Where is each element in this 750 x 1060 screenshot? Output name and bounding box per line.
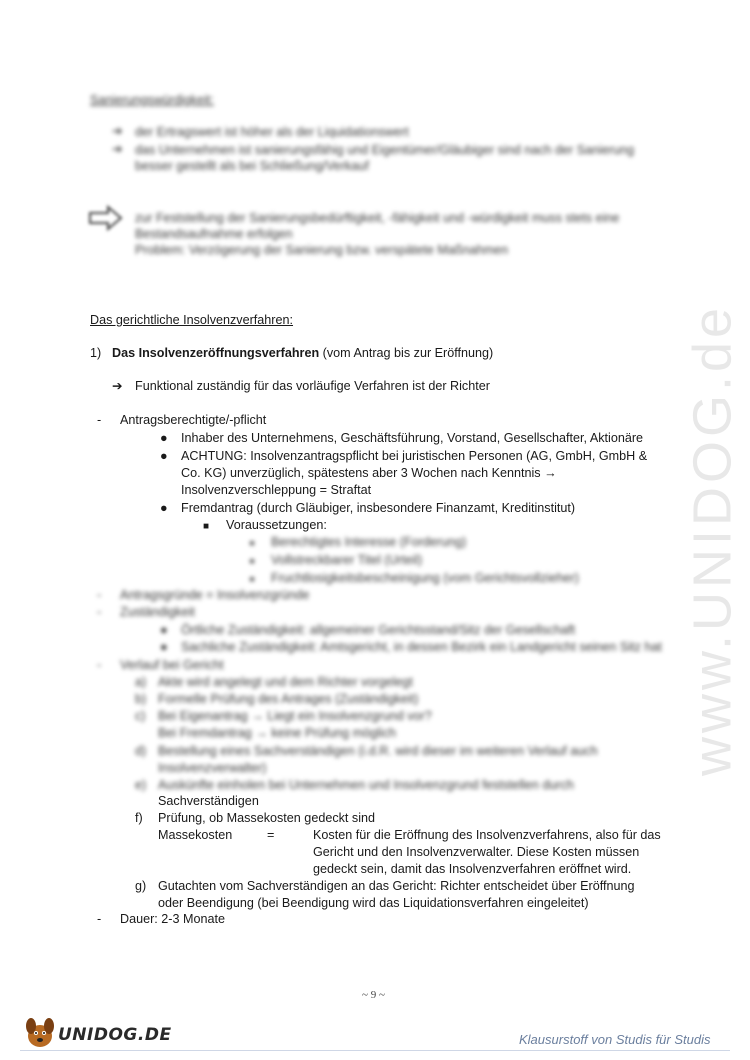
footer-tagline: Klausurstoff von Studis für Studis bbox=[519, 1032, 711, 1047]
dash-marker: - bbox=[97, 413, 102, 427]
logo-text: UNIDOG.DE bbox=[58, 1025, 172, 1045]
blurred-bullet-2-cont: besser gestellt als bei Schließung/Verkauf bbox=[135, 159, 369, 173]
antrag-bullet-2-line-1: ACHTUNG: Insolvenzantragspflicht bei juristischen Personen (AG, GmbH, GmbH & bbox=[181, 449, 648, 463]
dash-marker: - bbox=[97, 658, 102, 672]
blurred-zust-2: Sachliche Zuständigkeit: Amtsgericht, in dessen Bezirk ein Landgericht seinen Sitz hat bbox=[181, 640, 662, 654]
blurred-verlauf-c1: Bei Eigenantrag → Liegt ein Insolvenzgrund vor? bbox=[158, 709, 432, 723]
blurred-verlauf-b: Formelle Prüfung des Antrages (Zuständigkeit) bbox=[158, 692, 419, 706]
antrag-bullet-1: Inhaber des Unternehmens, Geschäftsführung, Vorstand, Gesellschafter, Aktionäre bbox=[181, 431, 644, 445]
blurred-verlauf-a: Akte wird angelegt und dem Richter vorgelegt bbox=[158, 675, 413, 689]
verlauf-f-text: Prüfung, ob Massekosten gedeckt sind bbox=[158, 811, 376, 825]
blurred-verlauf-e1: Auskünfte einholen bei Unternehmen und Insolvenzgrund feststellen durch bbox=[158, 778, 574, 792]
verlauf-label-g: g) bbox=[135, 879, 147, 893]
arrow-bullet-icon: ➔ bbox=[112, 142, 123, 156]
verlauf-label-b: b) bbox=[135, 692, 147, 706]
blurred-heading: Sanierungswürdigkeit: bbox=[90, 93, 214, 107]
verlauf-label-d: d) bbox=[135, 744, 147, 758]
verlauf-label-c: c) bbox=[135, 709, 146, 723]
verlauf-label-f: f) bbox=[135, 811, 143, 825]
bullet-dot: ● bbox=[249, 574, 256, 585]
massekosten-term: Massekosten bbox=[158, 828, 233, 842]
watermark bbox=[668, 303, 750, 777]
blurred-bullet-1: der Ertragswert ist höher als der Liquidationswert bbox=[135, 125, 409, 139]
antrag-bullet-2-line-2: Co. KG) unverzüglich, spätestens aber 3 Wochen nach Kenntnis → bbox=[181, 466, 557, 480]
item-subtitle: (vom Antrag bis zur Eröffnung) bbox=[319, 346, 494, 360]
item-title: Das Insolvenzeröffnungsverfahren bbox=[112, 346, 320, 360]
blurred-dash-2: Zuständigkeit bbox=[120, 605, 195, 619]
verlauf-g-line-1: Gutachten vom Sachverständigen an das Gericht: Richter entscheidet über Eröffnung bbox=[158, 879, 635, 893]
bullet-dot: ● bbox=[160, 449, 168, 463]
dash-marker: - bbox=[97, 588, 102, 602]
arrow-bullet-icon: ➔ bbox=[112, 124, 123, 138]
blurred-verlauf-d1: Bestellung eines Sachverständigen (i.d.R. wird dieser im weiteren Verlauf auch bbox=[158, 744, 598, 758]
bullet-dot: ● bbox=[160, 623, 168, 637]
blurred-dash-1: Antragsgründe = Insolvenzgründe bbox=[120, 588, 310, 602]
massekosten-def-2: Gericht und den Insolvenzverwalter. Diese Kosten müssen bbox=[313, 845, 640, 859]
massekosten-def-3: gedeckt sein, damit das Insolvenzverfahren eröffnet wird. bbox=[313, 862, 632, 876]
section-heading: Das gerichtliche Insolvenzverfahren: bbox=[90, 313, 294, 327]
blurred-note-line-2: Bestandsaufnahme erfolgen bbox=[135, 227, 293, 241]
blurred-verlauf-d2: Insolvenzverwalter) bbox=[158, 761, 267, 775]
dash-marker: - bbox=[97, 912, 102, 926]
bullet-dot: ● bbox=[160, 501, 168, 515]
bullet-dot: ● bbox=[249, 556, 256, 567]
page-number: ~ 9 ~ bbox=[362, 989, 385, 1001]
dash-marker: - bbox=[97, 605, 102, 619]
blurred-zust-1: Örtliche Zuständigkeit: allgemeiner Gerichtsstand/Sitz der Gesellschaft bbox=[181, 623, 576, 637]
arrow-note: Funktional zuständig für das vorläufige Verfahren ist der Richter bbox=[135, 379, 490, 393]
antrag-label: Antragsberechtigte/-pflicht bbox=[120, 413, 267, 427]
dauer-text: Dauer: 2-3 Monate bbox=[120, 912, 226, 926]
item-number: 1) bbox=[90, 346, 102, 360]
bullet-dot: ● bbox=[249, 538, 256, 549]
massekosten-def-1: Kosten für die Eröffnung des Insolvenzverfahrens, also für das bbox=[313, 828, 661, 842]
watermark-text: www.UNIDOG.de bbox=[682, 303, 743, 777]
dog-logo-icon bbox=[22, 1014, 58, 1050]
voraussetzung-1: Berechtigtes Interesse (Forderung) bbox=[271, 535, 467, 549]
item-heading bbox=[112, 345, 493, 362]
bullet-dot: ● bbox=[160, 640, 168, 654]
blurred-bullet-2: das Unternehmen ist sanierungsfähig und Eigentümer/Gläubiger sind nach der Sanierung bbox=[135, 143, 635, 157]
voraussetzung-3: Fruchtlosigkeitsbescheinigung (vom Gerichtsvollzieher) bbox=[271, 571, 579, 585]
arrow-bullet-icon: ➔ bbox=[112, 379, 123, 393]
verlauf-e-cont: Sachverständigen bbox=[158, 794, 259, 808]
equals-sign: = bbox=[267, 828, 275, 842]
blurred-note-line-3: Problem: Verzögerung der Sanierung bzw. verspätete Maßnahmen bbox=[135, 243, 509, 257]
antrag-bullet-2-line-3: Insolvenzverschleppung = Straftat bbox=[181, 483, 372, 497]
bullet-dot: ● bbox=[160, 431, 168, 445]
hollow-arrow-icon bbox=[88, 205, 124, 231]
verlauf-label-e: e) bbox=[135, 778, 147, 792]
blurred-verlauf-c2: Bei Fremdantrag → keine Prüfung möglich bbox=[158, 726, 396, 740]
voraussetzungen-label: Voraussetzungen: bbox=[226, 518, 327, 532]
blurred-dash-3: Verlauf bei Gericht bbox=[120, 658, 224, 672]
verlauf-g-line-2: oder Beendigung (bei Beendigung wird das Liquidationsverfahren eingeleitet) bbox=[158, 896, 589, 910]
blurred-note-line-1: zur Feststellung der Sanierungsbedürftigkeit, -fähigkeit und -würdigkeit muss stets eine bbox=[135, 211, 620, 225]
antrag-bullet-3: Fremdantrag (durch Gläubiger, insbesondere Finanzamt, Kreditinstitut) bbox=[181, 501, 576, 515]
voraussetzung-2: Vollstreckbarer Titel (Urteil) bbox=[271, 553, 423, 567]
square-bullet: ■ bbox=[203, 521, 210, 532]
verlauf-label-a: a) bbox=[135, 675, 147, 689]
footer-rule bbox=[20, 1050, 730, 1051]
